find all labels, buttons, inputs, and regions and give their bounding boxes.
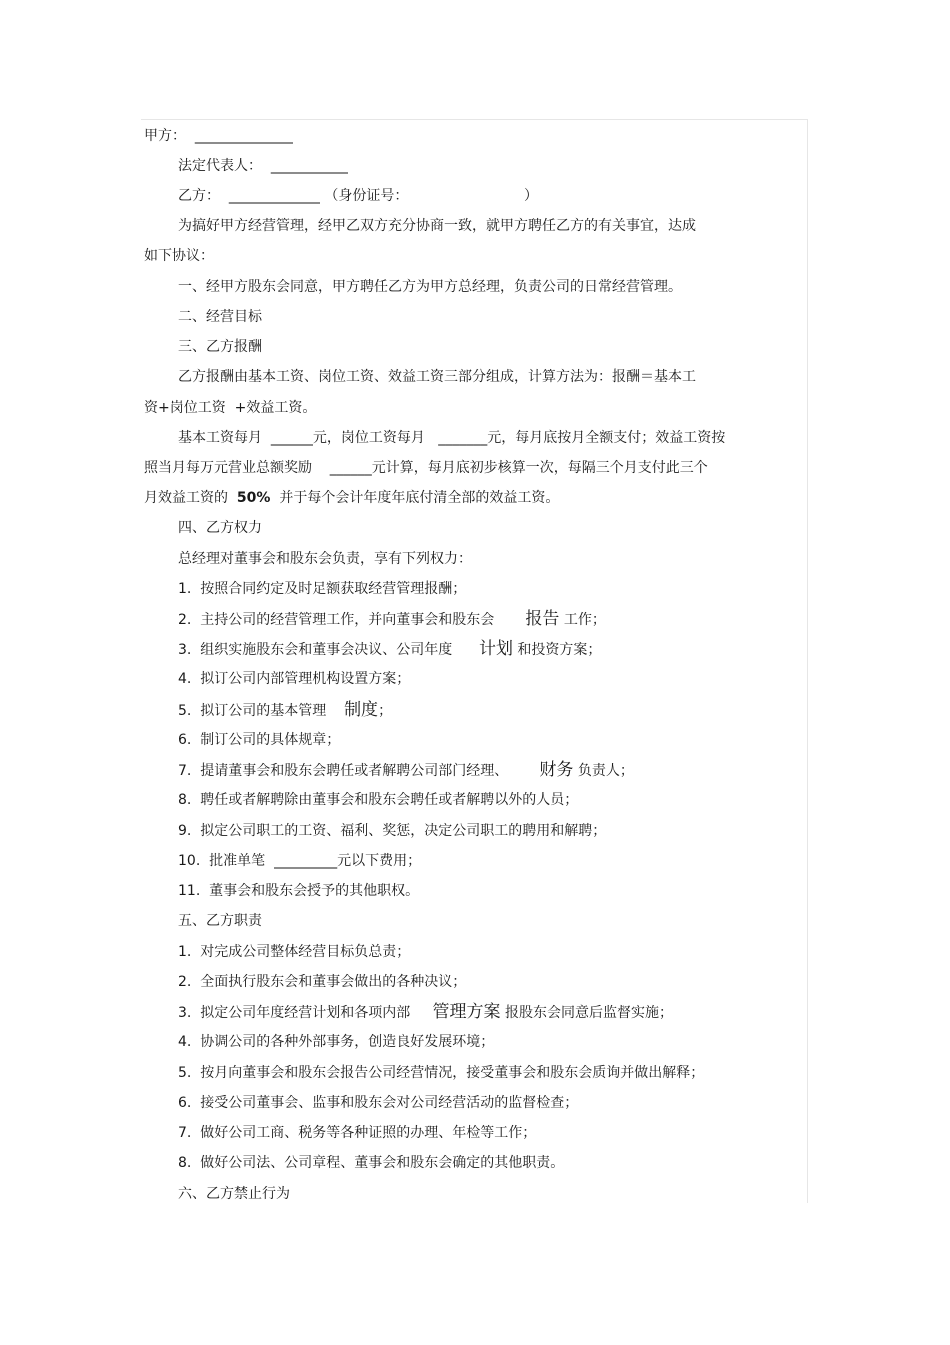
text-line	[178, 911, 262, 931]
text-line	[178, 730, 340, 750]
text-line	[178, 790, 578, 810]
text-line	[178, 851, 421, 871]
text-line	[178, 186, 538, 206]
text-segment: 5. 按月向董事会和股东会报告公司经营情况，接受董事会和股东会质询并做出解释；	[178, 1065, 705, 1081]
text-segment: 乙方报酬由基本工资、岗位工资、效益工资三部分组成，计算方法为：报酬＝基本工	[178, 369, 696, 385]
text-line	[178, 1184, 290, 1204]
text-segment: 资+岗位工资 +效益工资。	[144, 400, 317, 416]
text-line	[178, 367, 696, 387]
text-segment: 基本工资每月 ______元，岗位工资每月 _______元，每月底按月全额支付；效益工资按	[178, 430, 726, 446]
text-segment: 报股东会同意后监督实施；	[500, 1005, 673, 1021]
text-segment: 3. 拟定公司年度经营计划和各项内部	[178, 1005, 433, 1021]
text-line	[178, 942, 410, 962]
text-segment: 甲方： ______________	[144, 128, 293, 144]
text-line	[178, 337, 262, 357]
text-segment: 1. 对完成公司整体经营目标负总责；	[178, 944, 411, 960]
text-segment: 乙方： _____________ （身份证号： ）	[178, 188, 539, 204]
text-line	[144, 458, 708, 478]
text-segment: 工作；	[559, 612, 606, 628]
text-line	[178, 700, 392, 720]
text-segment: 二、经营目标	[178, 309, 262, 325]
text-segment: 五、乙方职责	[178, 913, 262, 929]
text-line	[178, 277, 682, 297]
text-segment: 9. 拟定公司职工的工资、福利、奖惩，决定公司职工的聘用和解聘；	[178, 823, 607, 839]
text-line	[178, 549, 472, 569]
text-segment: 7. 提请董事会和股东会聘任或者解聘公司部门经理、	[178, 763, 540, 779]
text-segment: 报告	[525, 609, 560, 629]
text-segment: 1. 按照合同约定及时足额获取经营管理报酬；	[178, 581, 467, 597]
text-segment: 50%	[236, 490, 271, 506]
text-line	[178, 1002, 673, 1022]
text-segment: 2. 全面执行股东会和董事会做出的各种决议；	[178, 974, 467, 990]
text-line	[144, 126, 293, 146]
text-line	[178, 760, 634, 780]
text-segment: 总经理对董事会和股东会负责，享有下列权力：	[178, 551, 472, 567]
text-line	[178, 821, 606, 841]
text-segment: 计划	[478, 639, 513, 659]
text-segment: 月效益工资的	[144, 490, 237, 506]
text-segment: 7. 做好公司工商、税务等各种证照的办理、年检等工作；	[178, 1125, 537, 1141]
text-segment: 一、经甲方股东会同意，甲方聘任乙方为甲方总经理，负责公司的日常经营管理。	[178, 279, 682, 295]
text-segment: 六、乙方禁止行为	[178, 1186, 290, 1202]
text-line	[144, 488, 559, 508]
text-segment: 6. 制订公司的具体规章；	[178, 732, 341, 748]
text-line	[178, 579, 466, 599]
text-line	[178, 156, 348, 176]
text-segment: 管理方案	[432, 1002, 501, 1022]
text-segment: 财务	[539, 760, 574, 780]
text-line	[178, 1153, 564, 1173]
text-line	[178, 609, 606, 629]
text-segment: 负责人；	[573, 763, 634, 779]
text-line	[144, 398, 316, 418]
text-line	[178, 216, 696, 236]
text-line	[178, 518, 262, 538]
text-line	[178, 1123, 536, 1143]
text-line	[178, 972, 466, 992]
text-segment: 法定代表人： ___________	[178, 158, 348, 174]
text-line	[178, 669, 410, 689]
text-segment: ；	[378, 703, 393, 719]
text-segment: 三、乙方报酬	[178, 339, 262, 355]
text-segment: 为搞好甲方经营管理，经甲乙双方充分协商一致，就甲方聘任乙方的有关事宜，达成	[178, 218, 696, 234]
text-segment: 8. 做好公司法、公司章程、董事会和股东会确定的其他职责。	[178, 1155, 565, 1171]
text-segment: 5. 拟订公司的基本管理	[178, 703, 345, 719]
text-segment: 8. 聘任或者解聘除由董事会和股东会聘任或者解聘以外的人员；	[178, 792, 579, 808]
text-segment: 3. 组织实施股东会和董事会决议、公司年度	[178, 642, 479, 658]
text-segment: 照当月每万元营业总额奖励 ______元计算，每月底初步核算一次，每隔三个月支付此三个	[144, 460, 708, 476]
text-segment: 4. 拟订公司内部管理机构设置方案；	[178, 671, 411, 687]
text-segment: 制度	[344, 700, 379, 720]
text-line	[178, 428, 725, 448]
text-segment: 10. 批准单笔 _________元以下费用；	[178, 853, 422, 869]
text-line	[178, 881, 419, 901]
text-line	[178, 1093, 578, 1113]
text-line	[178, 1032, 494, 1052]
text-segment: 11. 董事会和股东会授予的其他职权。	[178, 883, 420, 899]
text-line	[178, 1063, 704, 1083]
text-line	[178, 307, 262, 327]
text-line	[144, 246, 214, 266]
text-segment: 6. 接受公司董事会、监事和股东会对公司经营活动的监督检查；	[178, 1095, 579, 1111]
text-segment: 四、乙方权力	[178, 520, 262, 536]
text-segment: 和投资方案；	[512, 642, 602, 658]
text-segment: 2. 主持公司的经营管理工作，并向董事会和股东会	[178, 612, 526, 628]
text-segment: 并于每个会计年度年底付清全部的效益工资。	[270, 490, 560, 506]
text-segment: 4. 协调公司的各种外部事务，创造良好发展环境；	[178, 1034, 495, 1050]
text-segment: 如下协议：	[144, 248, 214, 264]
text-line	[178, 639, 601, 659]
